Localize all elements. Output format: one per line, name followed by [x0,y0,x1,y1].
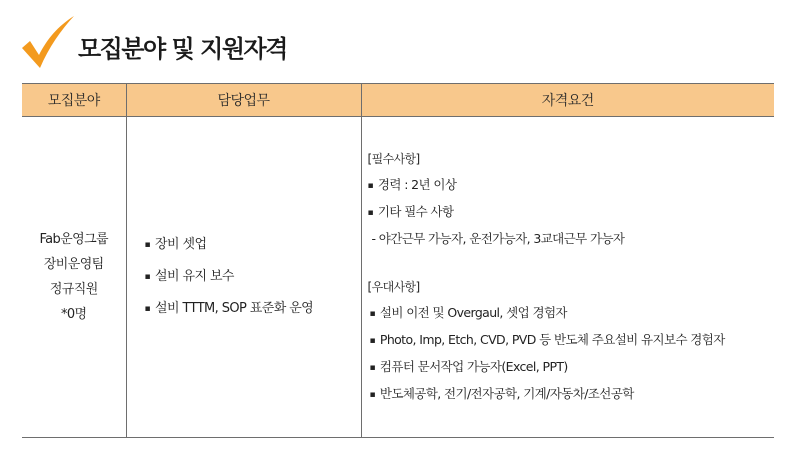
list-item [368,300,775,327]
list-item [145,293,361,325]
bullet-icon: ▪ [369,390,375,400]
recruitment-table [22,83,774,438]
preferred-text: 컴퓨터 문서작업 가능자(Excel, PPT) [379,359,568,374]
required-text: 기타 필수 사항 [377,204,454,219]
list-item [368,199,775,226]
bullet-icon: ▪ [369,336,375,346]
required-sub-item: - 야간근무 가능자, 운전가능자, 3교대근무 가능자 [371,231,625,246]
checkmark-icon [18,14,76,68]
duties-cell [126,117,361,438]
section-heading [18,14,287,68]
table-header-row [22,84,774,117]
required-title: [필수사항] [367,152,420,166]
header-qualifications: 자격요건 [361,84,774,117]
required-text: 경력 : 2년 이상 [377,177,457,192]
preferred-text: 반도체공학, 전기/전자공학, 기계/자동차/조선공학 [379,386,634,401]
recruit-field-cell [22,117,126,438]
bullet-icon: ▪ [144,272,150,282]
bullet-icon: ▪ [144,304,150,314]
qualifications-cell [361,117,774,438]
list-item [368,381,775,408]
field-employment-type: 정규직원 [49,282,98,297]
table-row [22,117,774,438]
header-recruit-field: 모집분야 [22,84,126,117]
bullet-icon: ▪ [369,363,375,373]
duty-text: 설비 유지 보수 [155,269,234,284]
section-title: 모집분야 및 지원자격 [78,34,287,63]
preferred-title: [우대사항] [367,280,420,294]
list-item [368,354,775,381]
list-item [145,229,361,261]
list-item [368,172,775,199]
bullet-icon: ▪ [367,181,373,191]
duties-list [135,229,361,325]
preferred-text: 설비 이전 및 Overgaul, 셋업 경험자 [379,305,567,320]
bullet-icon: ▪ [369,309,375,319]
field-headcount: *0명 [60,307,87,322]
field-team: 장비운영팀 [43,257,104,272]
bullet-icon: ▪ [144,240,150,250]
preferred-text: Photo, Imp, Etch, CVD, PVD 등 반도체 주요설비 유지보수 경험자 [379,332,725,347]
field-group: Fab운영그룹 [39,232,109,247]
duty-text: 장비 셋업 [155,237,207,252]
list-item [145,261,361,293]
list-item [368,327,775,354]
duty-text: 설비 TTTM, SOP 표준화 운영 [155,301,314,316]
header-duties: 담당업무 [126,84,361,117]
bullet-icon: ▪ [367,208,373,218]
